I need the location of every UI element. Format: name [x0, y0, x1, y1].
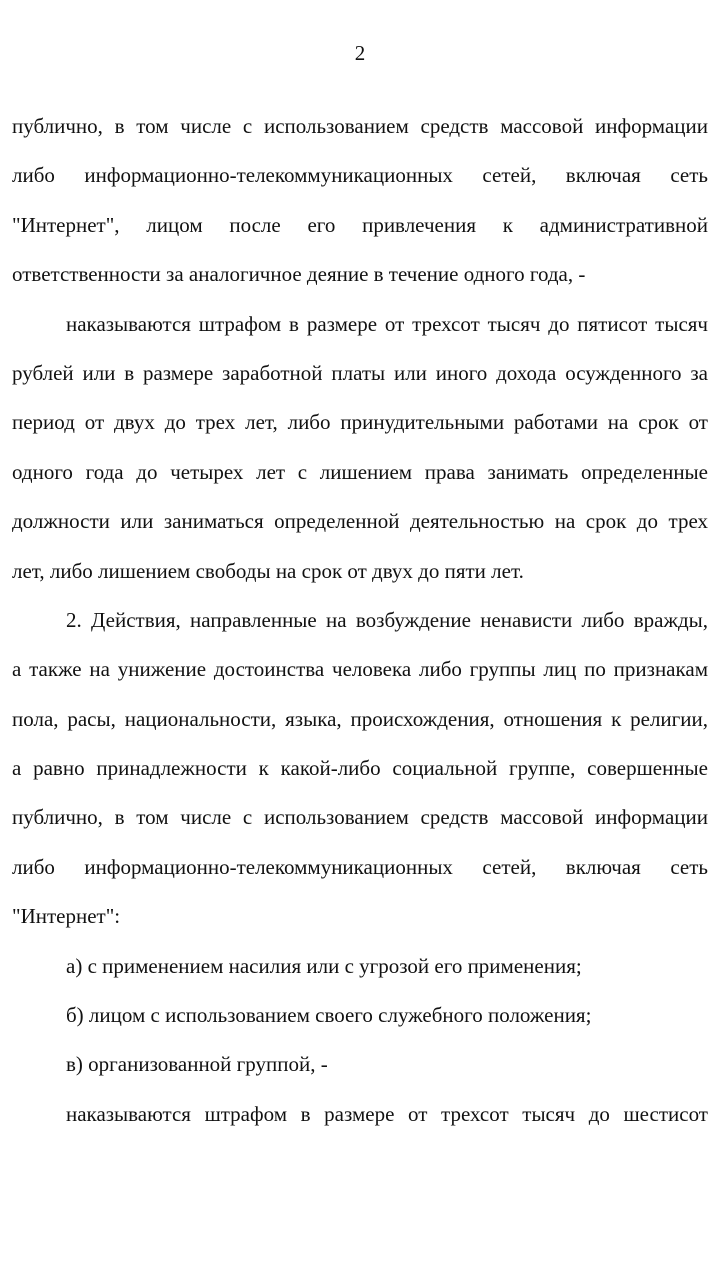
text-line: а также на унижение достоинства человека либо группы лиц по признакам [12, 657, 708, 682]
text-line: "Интернет": [12, 904, 121, 929]
text-line: а равно принадлежности к какой-либо социальной группе, совершенные [12, 756, 708, 781]
text-line: период от двух до трех лет, либо принудительными работами на срок от [12, 410, 708, 435]
text-line: должности или заниматься определенной деятельностью на срок до трех [12, 509, 708, 534]
text-line: наказываются штрафом в размере от трехсот тысяч до шестисот [66, 1101, 708, 1126]
page-number: 2 [354, 41, 366, 65]
text-line: лет, либо лишением свободы на срок от двух до пяти лет. [12, 558, 524, 583]
text-line: либо информационно-телекоммуникационных сетей, включая сеть [12, 163, 708, 188]
text-line: либо информационно-телекоммуникационных сетей, включая сеть [12, 854, 708, 879]
list-item: а) с применением насилия или с угрозой его применения; [66, 953, 582, 978]
text-line: одного года до четырех лет с лишением права занимать определенные [12, 459, 708, 484]
list-item: б) лицом с использованием своего служебного положения; [66, 1003, 592, 1028]
text-line: ответственности за аналогичное деяние в течение одного года, - [12, 262, 586, 287]
text-line: "Интернет", лицом после его привлечения к административной [12, 212, 708, 237]
text-line: публично, в том числе с использованием средств массовой информации [12, 114, 708, 138]
document-body [12, 102, 708, 1139]
text-line: рублей или в размере заработной платы или иного дохода осужденного за [12, 360, 708, 385]
text-line: наказываются штрафом в размере от трехсот тысяч до пятисот тысяч [66, 311, 708, 336]
text-line: 2. Действия, направленные на возбуждение ненависти либо вражды, [66, 607, 708, 632]
list-item: в) организованной группой, - [66, 1052, 328, 1077]
text-line: пола, расы, национальности, языка, происхождения, отношения к религии, [12, 706, 708, 731]
text-line: публично, в том числе с использованием средств массовой информации [12, 805, 708, 830]
